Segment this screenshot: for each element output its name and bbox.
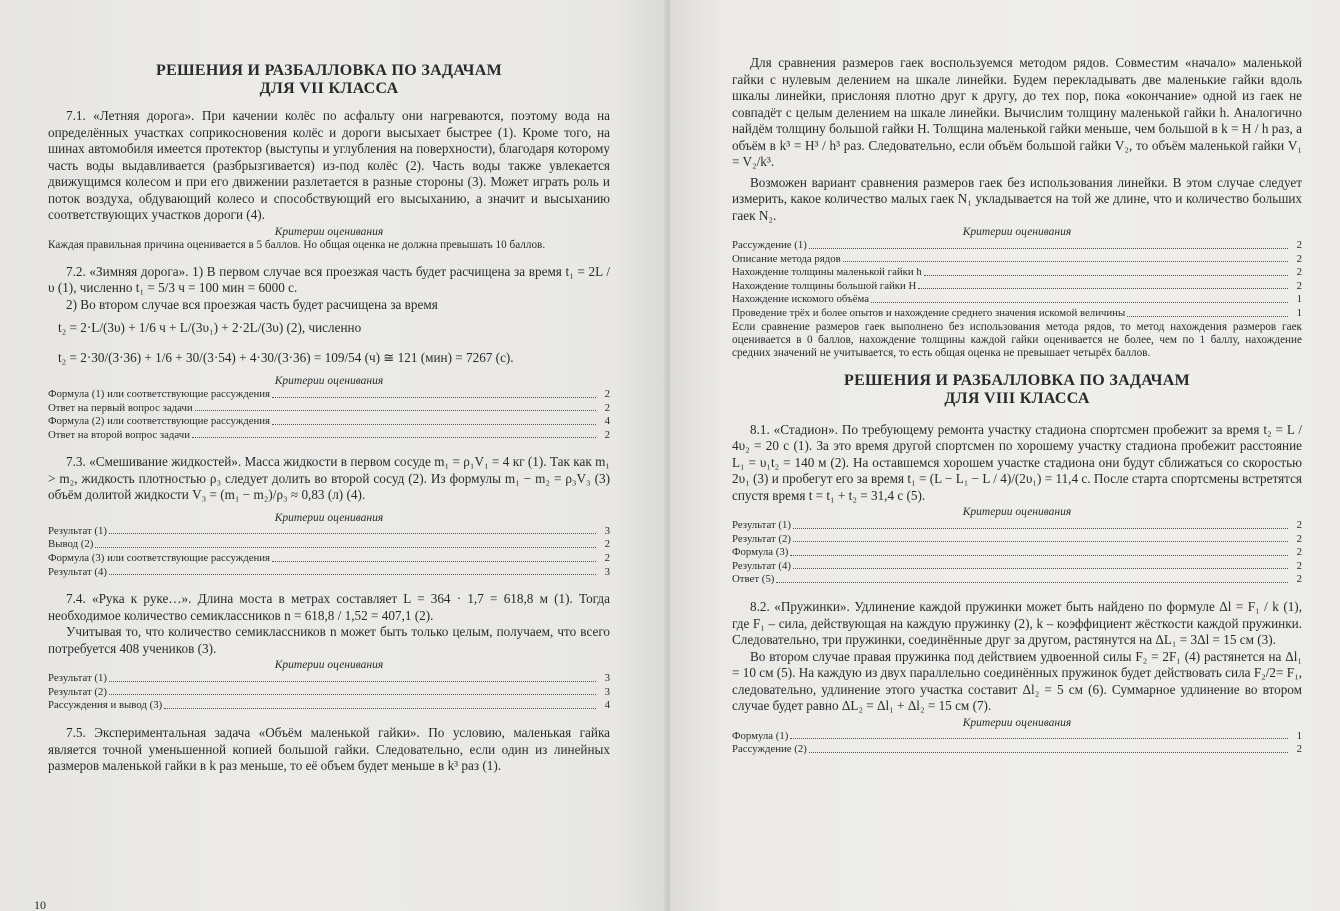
criteria-row [48, 566, 610, 580]
criteria-list-8-2 [732, 730, 1302, 757]
criteria-row [48, 402, 610, 416]
dot-leader [1127, 307, 1288, 317]
dot-leader [272, 415, 596, 425]
criteria-label: Результат (2) [48, 685, 108, 698]
criteria-title: Критерии оценивания [962, 506, 1072, 519]
criteria-label: Нахождение толщины маленькой гайки h [732, 266, 922, 279]
criteria-list-7-2 [48, 388, 610, 442]
problem-7-4: 7.4. «Рука к руке…». Длина моста в метрах составляет L = 364 · 1,7 = 618,8 м (1). Тогда необходимое количество семиклассников n = 618,8 / 1,52 = 407,1 (2). [48, 591, 610, 623]
criteria-title: Критерии оценивания [274, 659, 384, 672]
criteria-title: Критерии оценивания [274, 225, 384, 238]
criteria-row [48, 388, 610, 402]
criteria-label: Рассуждения и вывод (3) [48, 699, 163, 712]
dot-leader [192, 429, 596, 439]
criteria-row [48, 429, 610, 443]
criteria-row [732, 307, 1302, 321]
dot-leader [776, 573, 1288, 583]
criteria-points: 2 [604, 401, 610, 414]
criteria-points: 1 [1296, 293, 1302, 306]
criteria-row [732, 266, 1302, 280]
title-line-2: ДЛЯ VIII КЛАССА [944, 389, 1090, 407]
criteria-label: Результат (1) [48, 524, 108, 537]
criteria-label: Описание метода рядов [732, 252, 841, 265]
dot-leader [809, 239, 1288, 249]
formula-7-2-a: t₂ = 2·L/(3υ) + 1/6 ч + L/(3υ₁) + 2·2L/(3υ) (2), численно [58, 320, 362, 335]
criteria-label: Рассуждение (1) [732, 239, 807, 251]
criteria-label: Формула (3) или соответствующие рассуждения [48, 552, 271, 565]
criteria-points: 2 [1296, 519, 1302, 532]
criteria-row [48, 552, 610, 566]
criteria-list-7-5 [732, 239, 1302, 321]
problem-8-2: 8.2. «Пружинки». Удлинение каждой пружинки может быть найдено по формуле Δl = F₁ / k (1), где F₁ – сила, действующая на каждую пружинку (2), k – коэффициент жёсткости каждой пружинки. Следовательно, три пружинки, соединённые друг за другом, растянутся на ΔL₁ = 3Δl = 15 см (3). [732, 599, 1302, 648]
criteria-label: Результат (4) [732, 559, 792, 572]
dot-leader [843, 253, 1288, 263]
dot-leader [109, 672, 596, 682]
problem-7-5-continued: Для сравнения размеров гаек воспользуемся методом рядов. Совместим «начало» маленькой гайки с нулевым делением на шкале линейки. Будем перекладывать две маленькие гайки вдоль шкалы линейки, прислоняя плотно друг к другу, до тех пор, пока «окончание» одной из гаек не совпадёт с целым делением на шкале линейки. Вычислим толщину маленькой гайки h. Аналогично найдём толщину большой гайки H. Толщина маленькой гайки меньше, чем большой в k = H / h раз, а объём в k³ = H³ / h³ раз. Следовательно, если объём большой гайки V₂, то объём маленькой гайки V₁ = V₂/k³. [732, 55, 1302, 169]
criteria-points: 2 [604, 538, 610, 551]
criteria-row [48, 699, 610, 713]
dot-leader [924, 266, 1288, 276]
problem-7-3: 7.3. «Смешивание жидкостей». Масса жидкости в первом сосуде m₁ = ρ₁V₁ = 4 кг (1). Так как m₁ > m₂, жидкость плотностью ρ₃ следует долить во второй сосуд (2). Из формулы m₁ − m₂ = ρ₃V₃ (3) объём долитой жидкости V₃ = (m₁ − m₂)/ρ₃ ≈ 0,83 (л) (4). [48, 454, 610, 503]
criteria-list-7-4 [48, 672, 610, 713]
criteria-label: Вывод (2) [48, 538, 94, 551]
criteria-list-7-3 [48, 525, 610, 579]
formula-7-2-b: t₂ = 2·30/(3·36) + 1/6 + 30/(3·54) + 4·30/(3·36) = 109/54 (ч) ≅ 121 (мин) = 7267 (с). [58, 350, 514, 365]
section-title-vii [48, 62, 610, 98]
criteria-row [48, 415, 610, 429]
criteria-points: 4 [604, 415, 610, 428]
criteria-points: 2 [1296, 252, 1302, 265]
criteria-row [732, 239, 1302, 253]
criteria-row [732, 560, 1302, 574]
criteria-points: 2 [604, 552, 610, 565]
left-page-content [48, 62, 610, 775]
criteria-row [732, 519, 1302, 533]
criteria-points: 2 [604, 428, 610, 441]
criteria-row [732, 573, 1302, 587]
criteria-row [732, 743, 1302, 757]
criteria-label: Формула (1) или соответствующие рассуждения [48, 388, 271, 400]
problem-7-2: 7.2. «Зимняя дорога». 1) В первом случае вся проезжая часть будет расчищена за время t₁ = 2L / υ (1), численно t₁ = 5/3 ч = 100 мин = 6000 с. [48, 263, 610, 295]
dot-leader [790, 730, 1288, 740]
criteria-label: Формула (3) [732, 546, 789, 559]
criteria-points: 2 [1296, 266, 1302, 279]
criteria-points: 2 [1296, 546, 1302, 559]
problem-7-1: 7.1. «Летняя дорога». При качении колёс по асфальту они нагреваются, поэтому вода на определённых участках соприкосновения колёс и дороги высыхает быстрее (1). Кроме того, на шинах автомобиля имеется протектор (выступы и углубления на поверхности), благодаря которому часть воды выдавливается (разбрызгивается) из-под колёс (2). Часть воды также увлекается движущимся колесом и при его движении разлетается в разные стороны (3). Может играть роль и поток воздуха, обдувающий колесо и способствующий его высыханию, а значит и высыханию соответствующих участков дороги (4). [48, 108, 610, 222]
criteria-title: Критерии оценивания [962, 716, 1072, 729]
criteria-label: Проведение трёх и более опытов и нахождение среднего значения искомой величины [732, 306, 1126, 319]
criteria-points: 2 [1296, 279, 1302, 292]
criteria-row [732, 293, 1302, 307]
criteria-title: Критерии оценивания [274, 511, 384, 524]
criteria-row [732, 730, 1302, 744]
criteria-7-1-text: Каждая правильная причина оценивается в 5 баллов. Но общая оценка не должна превышать 10 баллов. [48, 238, 546, 251]
problem-8-1: 8.1. «Стадион». По требующему ремонта участку стадиона спортсмен пробежит за время t₂ = L / 4υ₂ = 20 с (1). За это время другой спортсмен по хорошему участку стадиона пробежит расстояние L₁ = υ₁t₂ = 140 м (2). На оставшемся хорошем участке стадиона они будут сближаться со скоростью 2υ₁ (3) и пробегут его за время t₁ = (L − L₁ − L / 4)/(2υ₁) = 11,4 с. После старта спортсмены встретятся спустя время t = t₁ + t₂ = 31,4 с (5). [732, 421, 1302, 503]
dot-leader [793, 533, 1288, 543]
criteria-label: Нахождение толщины большой гайки H [732, 279, 917, 292]
criteria-label: Формула (1) [732, 729, 789, 742]
problem-8-2-part2: Во втором случае правая пружинка под действием удвоенной силы F₂ = 2F₁ (4) растянется на Δl₁ = 10 см (5). На каждую из двух параллельно соединённых пружинок будет действовать сила F₂/2= F₁, следовательно, удлинение этого участка составит Δl₂ = 5 см (6). Суммарное удлинение во втором случае будет равно ΔL₂ = Δl₁ + Δl₂ = 15 см (7). [732, 648, 1302, 714]
criteria-points: 3 [604, 524, 610, 537]
criteria-7-5-note: Если сравнение размеров гаек выполнено без использования метода рядов, то метод нахождения размеров гаек оценивается в 0 баллов, нахождение толщины каждой гайки оценивается не более, чем по 1 баллу, нахождение средних значений не учитывается, то есть общая оценка не превышает четырёх баллов. [732, 320, 1302, 359]
criteria-points: 2 [1296, 573, 1302, 586]
criteria-label: Формула (2) или соответствующие рассуждения [48, 415, 271, 428]
dot-leader [109, 566, 596, 576]
criteria-points: 3 [604, 672, 610, 685]
right-page [670, 0, 1340, 911]
criteria-label: Результат (1) [48, 672, 108, 685]
dot-leader [109, 686, 596, 696]
dot-leader [790, 546, 1288, 556]
dot-leader [109, 525, 596, 535]
criteria-row [732, 280, 1302, 294]
criteria-label: Результат (2) [732, 532, 792, 545]
dot-leader [195, 402, 596, 412]
section-title-viii [732, 372, 1302, 408]
dot-leader [809, 743, 1288, 753]
criteria-points: 1 [1296, 306, 1302, 319]
criteria-points: 2 [1296, 743, 1302, 756]
title-line-1: РЕШЕНИЯ И РАЗБАЛЛОВКА ПО ЗАДАЧАМ [844, 371, 1190, 389]
criteria-title: Критерии оценивания [274, 375, 384, 387]
criteria-label: Ответ (5) [732, 573, 775, 586]
left-page [0, 0, 668, 911]
problem-7-5: 7.5. Экспериментальная задача «Объём маленькой гайки». По условию, маленькая гайка является точной уменьшенной копией большой гайки. Следовательно, если один из линейных размеров маленькой гайки в k раз меньше, то её объем будет меньше в k³ раз (1). [48, 725, 610, 774]
criteria-label: Нахождение искомого объёма [732, 293, 869, 306]
criteria-row [732, 533, 1302, 547]
criteria-row [732, 253, 1302, 267]
problem-7-4-part2: Учитывая то, что количество семиклассников n может быть только целым, получаем, что всего потребуется 408 учеников (3). [48, 624, 610, 656]
dot-leader [95, 538, 596, 548]
criteria-points: 2 [1296, 559, 1302, 572]
dot-leader [871, 293, 1288, 303]
criteria-row [48, 686, 610, 700]
dot-leader [918, 280, 1288, 290]
title-line-2: ДЛЯ VII КЛАССА [259, 80, 399, 97]
dot-leader [164, 699, 596, 709]
dot-leader [793, 519, 1288, 529]
criteria-points: 3 [604, 685, 610, 698]
criteria-label: Рассуждение (2) [732, 743, 807, 756]
criteria-row [48, 538, 610, 552]
dot-leader [272, 388, 596, 398]
criteria-points: 2 [604, 388, 610, 400]
criteria-points: 2 [1296, 239, 1302, 251]
dot-leader [272, 552, 596, 562]
criteria-label: Результат (1) [732, 519, 792, 532]
criteria-title: Критерии оценивания [962, 226, 1072, 238]
right-page-content [732, 55, 1302, 757]
criteria-label: Ответ на первый вопрос задачи [48, 401, 193, 414]
criteria-label: Результат (4) [48, 565, 108, 578]
page-number: 10 [34, 898, 46, 911]
criteria-points: 2 [1296, 532, 1302, 545]
dot-leader [793, 560, 1288, 570]
title-line-1: РЕШЕНИЯ И РАЗБАЛЛОВКА ПО ЗАДАЧАМ [156, 62, 502, 79]
criteria-row [48, 525, 610, 539]
criteria-points: 3 [604, 565, 610, 578]
criteria-list-8-1 [732, 519, 1302, 587]
criteria-points: 4 [604, 699, 610, 712]
criteria-points: 1 [1296, 729, 1302, 742]
criteria-row [48, 672, 610, 686]
criteria-row [732, 546, 1302, 560]
criteria-label: Ответ на второй вопрос задачи [48, 428, 190, 441]
problem-7-2-part2: 2) Во втором случае вся проезжая часть будет расчищена за время [66, 296, 438, 312]
problem-7-5-alternative: Возможен вариант сравнения размеров гаек без использования линейки. В этом случае следует измерить, какое количество малых гаек N₁ укладывается на той же длине, что и количество больших гаек N₂. [732, 174, 1302, 223]
